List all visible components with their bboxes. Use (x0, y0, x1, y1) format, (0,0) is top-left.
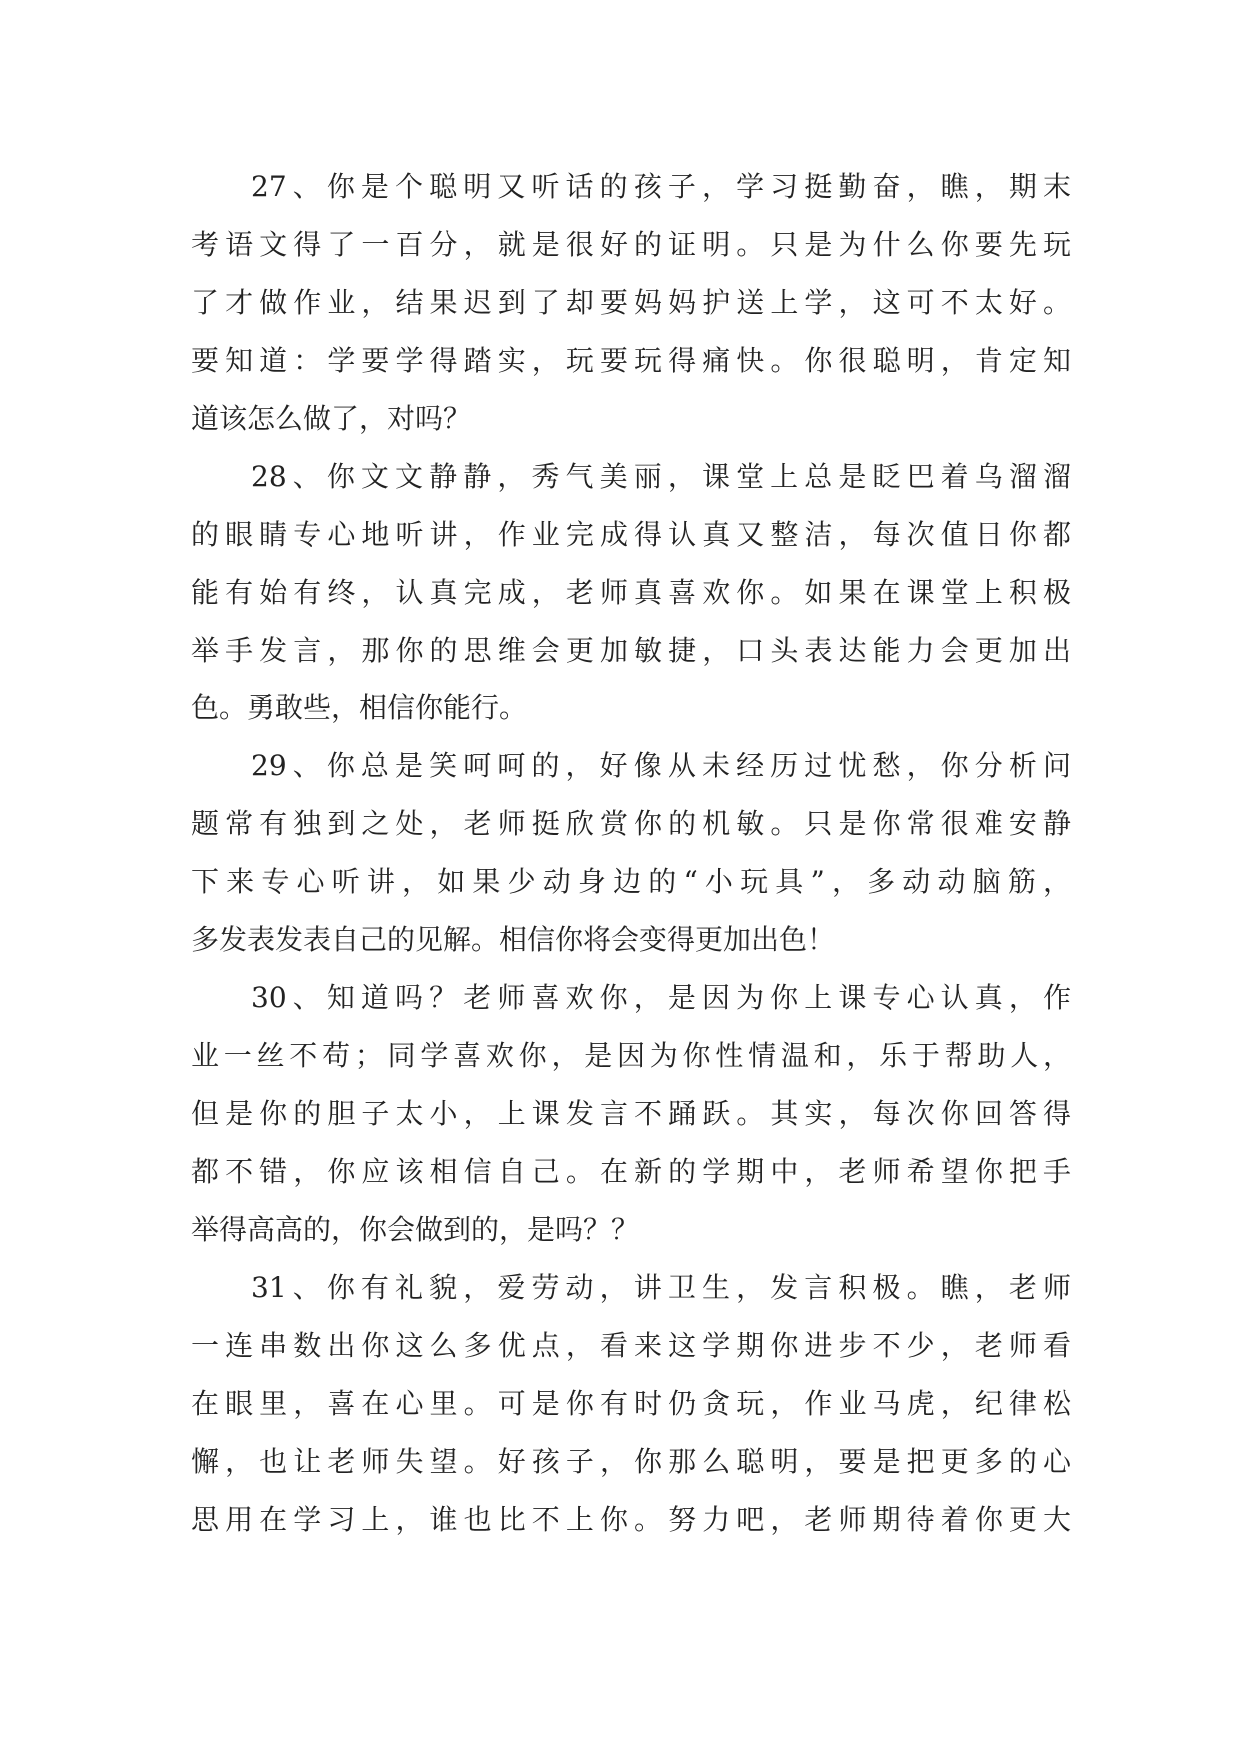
paragraph-line: 色。勇敢些，相信你能行。 (191, 691, 528, 725)
paragraph-line: 的眼睛专心地听讲，作业完成得认真又整洁，每次值日你都 (191, 517, 1071, 551)
paragraph-line: 业一丝不苟；同学喜欢你，是因为你性情温和，乐于帮助人， (191, 1039, 1071, 1073)
paragraph-line: 29、你总是笑呵呵的，好像从未经历过忧愁，你分析问 (251, 749, 1071, 783)
paragraph-line: 了才做作业，结果迟到了却要妈妈护送上学，这可不太好。 (191, 285, 1071, 319)
paragraph-line: 考语文得了一百分，就是很好的证明。只是为什么你要先玩 (191, 227, 1071, 261)
paragraph-line: 下来专心听讲，如果少动身边的“小玩具”，多动动脑筋， (191, 865, 1071, 899)
paragraph-line: 举手发言，那你的思维会更加敏捷，口头表达能力会更加出 (191, 633, 1071, 667)
paragraph-line: 28、你文文静静，秀气美丽，课堂上总是眨巴着乌溜溜 (251, 459, 1071, 493)
paragraph-27 (191, 158, 1071, 448)
paragraph-31 (191, 1259, 1071, 1549)
paragraph-28 (191, 448, 1071, 738)
paragraph-line: 都不错，你应该相信自己。在新的学期中，老师希望你把手 (191, 1154, 1071, 1188)
paragraph-line: 懈，也让老师失望。好孩子，你那么聪明，要是把更多的心 (191, 1444, 1071, 1478)
paragraph-line: 27、你是个聪明又听话的孩子，学习挺勤奋，瞧，期末 (251, 170, 1071, 203)
paragraph-line: 一连串数出你这么多优点，看来这学期你进步不少，老师看 (191, 1328, 1071, 1362)
paragraph-line: 题常有独到之处，老师挺欣赏你的机敏。只是你常很难安静 (191, 807, 1071, 841)
paragraph-line: 道该怎么做了，对吗？ (191, 401, 472, 435)
paragraph-line: 多发表发表自己的见解。相信你将会变得更加出色！ (191, 923, 836, 957)
paragraph-30 (191, 969, 1071, 1259)
paragraph-line: 31、你有礼貌，爱劳动，讲卫生，发言积极。瞧，老师 (251, 1270, 1071, 1304)
paragraph-line: 思用在学习上，谁也比不上你。努力吧，老师期待着你更大 (191, 1502, 1071, 1536)
paragraph-line: 要知道：学要学得踏实，玩要玩得痛快。你很聪明，肯定知 (191, 343, 1071, 377)
paragraph-line: 在眼里，喜在心里。可是你有时仍贪玩，作业马虎，纪律松 (191, 1386, 1071, 1420)
paragraph-line: 30、知道吗？老师喜欢你，是因为你上课专心认真，作 (251, 981, 1071, 1015)
paragraph-line: 能有始有终，认真完成，老师真喜欢你。如果在课堂上积极 (191, 575, 1071, 609)
paragraph-line: 举得高高的，你会做到的，是吗？？ (191, 1212, 640, 1246)
paragraph-line: 但是你的胆子太小，上课发言不踊跃。其实，每次你回答得 (191, 1097, 1071, 1130)
paragraph-29 (191, 737, 1071, 969)
document-body (191, 158, 1071, 1549)
